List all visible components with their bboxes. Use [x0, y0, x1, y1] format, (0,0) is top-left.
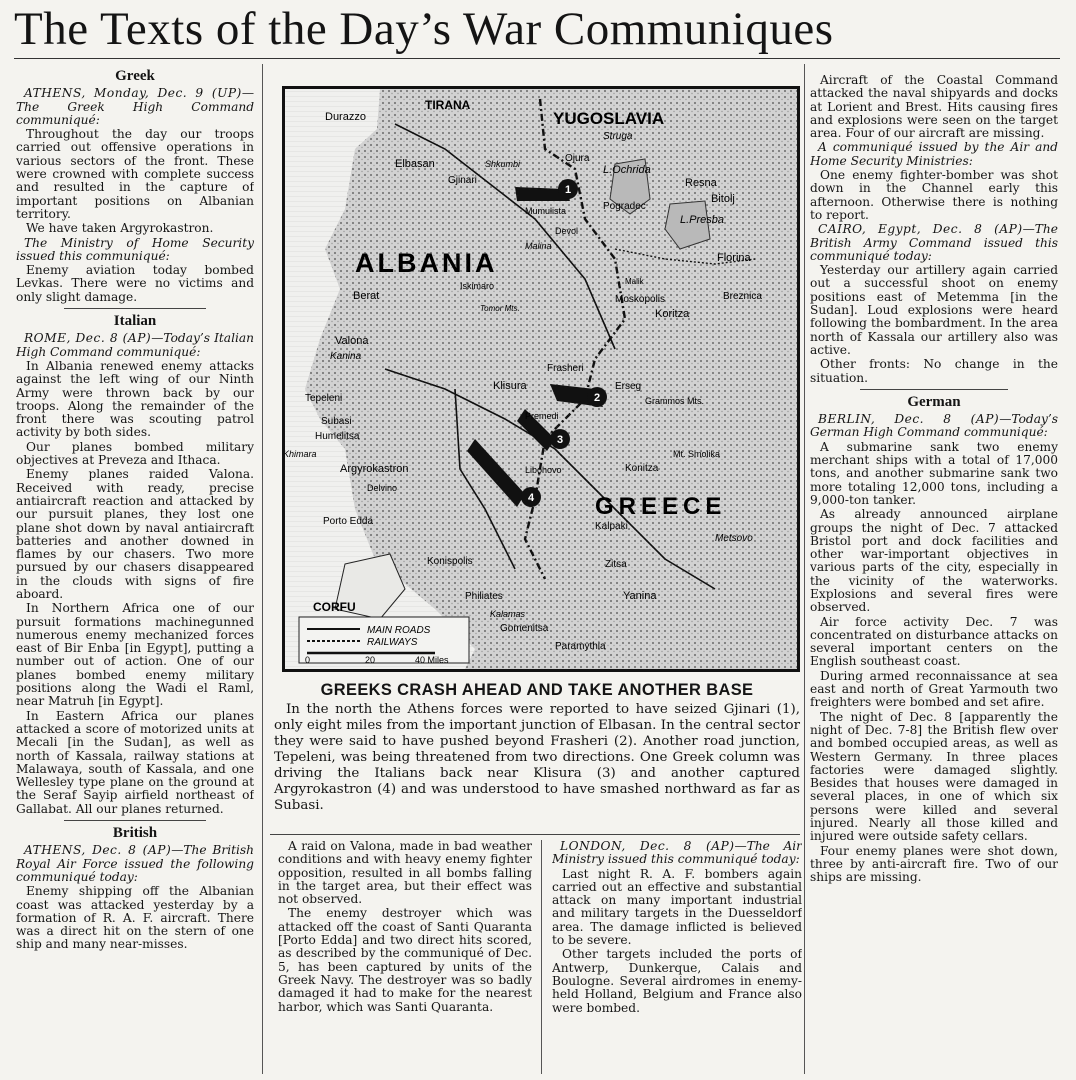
- map-place: Kalamas: [490, 609, 526, 619]
- caption-bottom-rule: [270, 834, 800, 835]
- german-paragraph-1: A submarine sank two enemy merchant ships with a total of 17,000 tons, and another submarine sank two more totaling 12,000 tons, including a 9,000-ton tanker.: [810, 439, 1058, 507]
- british-dateline: ATHENS, Dec. 8 (AP): [24, 843, 172, 858]
- italian-heading: Italian: [113, 313, 157, 330]
- map-place: Argyrokastron: [340, 463, 409, 475]
- map-place: Gomenitsa: [500, 623, 549, 634]
- map-place: Breznica: [723, 291, 762, 302]
- greek-heading: Greek: [115, 68, 155, 84]
- german-heading: German: [907, 393, 961, 410]
- map-place: Valona: [335, 335, 369, 347]
- german-paragraph-3: Air force activity Dec. 7 was concentrated on disturbance attacks on several important centers on the English southeast coast.: [810, 614, 1058, 669]
- legend-roads: MAIN ROADS: [367, 625, 431, 636]
- column-divider: [541, 840, 542, 1074]
- map-place: Florina: [717, 252, 751, 264]
- map-place: Bitolj: [711, 193, 735, 205]
- marker-1: [558, 179, 578, 199]
- italian-paragraph-4: In Northern Africa one of our pursuit formations machinegunned numerous enemy mechanized forces east of Bir Enba [in Egypt], putting a number out of action. One of our planes bombed enemy military positions along the Wadi el Raml, near Matruh [in Egypt].: [16, 601, 254, 709]
- british-paragraph-4: Aircraft of the Coastal Command attacked the naval shipyards and docks at Lorient and Brest. Hits causing fires and explosions were seen on the target area. Four of our aircraft are missing.: [810, 74, 1058, 141]
- map-place: Moskopolis: [615, 294, 666, 305]
- map-place: Premedi: [525, 411, 559, 421]
- marker-2-label: 2: [593, 392, 601, 404]
- map-place: Pogradec: [603, 201, 646, 212]
- italian-paragraph-2: Our planes bombed military objectives at Preveza and Ithaca.: [16, 439, 254, 468]
- page-headline: The Texts of the Day’s War Communiques: [14, 3, 834, 55]
- marker-4-label: 4: [527, 492, 535, 504]
- map-label-country: YUGOSLAVIA: [553, 109, 665, 128]
- german-paragraph-5: The night of Dec. 8 [apparently the night of Dec. 7-8] the British flew over and bombed occupied areas, as well as Western Germany. In three places factories were damaged slightly. Besides that houses were damaged in several places, in one of which six persons were killed and several injured. Nearly all those killed and injured were outside safety cellars.: [810, 709, 1058, 844]
- map-place: Iskimaro: [460, 281, 495, 291]
- scale-tick: 40 Miles: [415, 655, 449, 665]
- map-place: Tepeleni: [305, 393, 343, 404]
- london-dateline: LONDON, Dec. 8 (AP): [560, 840, 735, 853]
- map-place: Yanina: [623, 590, 657, 602]
- german-paragraph-2: As already announced airplane groups the night of Dec. 7 attacked Bristol port and dock facilities and other war-important objectives in various parts of the city, especially in the vicinity of the waterworks. Explosions and several fires were observed.: [810, 507, 1058, 615]
- map-legend: [299, 617, 469, 665]
- map-caption-body: [274, 702, 800, 814]
- german-dateline-block: [810, 413, 1058, 440]
- greek-dateline: ATHENS, Monday, Dec. 9 (UP): [24, 86, 242, 101]
- marker-1-label: 1: [564, 184, 572, 196]
- map-place: Mt. Smolika: [673, 449, 721, 459]
- column-divider: [262, 64, 263, 1074]
- map-place: Philiates: [465, 591, 503, 602]
- marker-2: [587, 387, 607, 407]
- italian-paragraph-3: Enemy planes raided Valona. Received with ready, precise antiaircraft reaction and attacked by our pursuit planes, they lost one plane shot down by naval antiaircraft batteries and another downed in flames by our chasers. Two more pursued by our chasers disappeared in the clouds with signs of fire aboard.: [16, 467, 254, 601]
- map-place: Khimara: [285, 449, 317, 459]
- greek-dateline-block: [16, 87, 254, 127]
- italian-dateline: ROME, Dec. 8 (AP): [24, 331, 152, 346]
- map-place: Berat: [353, 290, 380, 302]
- marker-3: [550, 429, 570, 449]
- map-place: Porto Edda: [323, 516, 374, 527]
- map-place: L.Presba: [680, 214, 725, 226]
- column-center-right-bottom: [552, 840, 802, 1070]
- map-place: CORFU: [313, 600, 356, 614]
- british-paragraph-8: Other fronts: No change in the situation.: [810, 357, 1058, 385]
- map-place: Shkumbi: [485, 159, 521, 169]
- british-paragraph-7: Yesterday our artillery again carried out a successful shoot on enemy positions east of Metemma [in the Sudan]. Loud explosions were heard following the bombardment. In the area north of Kassala our artillery also was active.: [810, 263, 1058, 357]
- map-place: Koritza: [655, 308, 690, 320]
- german-dateline: BERLIN, Dec. 8 (AP): [818, 412, 1000, 427]
- section-rule: [64, 308, 207, 309]
- map-place: Metsovo: [715, 533, 753, 544]
- scale-tick: 20: [365, 655, 376, 665]
- map-place: Kanina: [330, 351, 362, 362]
- greek-paragraph-3: The Ministry of Home Security issued this communiqué:: [16, 235, 254, 263]
- scale-tick: 0: [305, 655, 311, 665]
- map-place: Paramythia: [555, 641, 606, 652]
- italian-paragraph-1: In Albania renewed enemy attacks against the left wing of our Ninth Army were thrown back by our troops. Along the remainder of the front there was scouting patrol activity by both sides.: [16, 358, 254, 440]
- british-heading: British: [112, 825, 158, 842]
- map-place: Zitsa: [605, 559, 627, 570]
- map-place: Struga: [603, 131, 633, 142]
- map-place: Konispolis: [427, 556, 473, 567]
- marker-4: [521, 487, 541, 507]
- map-place: Elbasan: [395, 158, 435, 170]
- map-place: Humelitsa: [315, 431, 360, 442]
- map-place: Gjinari: [448, 175, 477, 186]
- map-caption-text: In the north the Athens forces were reported to have seized Gjinari (1), only eight miles from the important junction of Elbasan. In the central sector they were said to have pushed beyond Frasheri (2). Another road junction, Tepeleni, was being threatened from two directions. One Greek column was driving the Italians back near Klisura (3) and another captured Argyrokastron (4) and was understood to have smashed northward as far as Subasi.: [274, 702, 800, 813]
- map-place: Resna: [685, 177, 717, 189]
- map-place: Delvino: [367, 483, 398, 493]
- column-left: [16, 64, 254, 1074]
- greek-lead: —The Greek High Command communiqué:: [16, 86, 254, 127]
- map-place: Malina: [525, 241, 552, 251]
- map-place: L.Ochrida: [603, 164, 651, 176]
- map-place: Malik: [625, 277, 644, 286]
- italian-lead: —Today’s Italian High Command communiqué:: [16, 331, 254, 359]
- map-place: Libohovo: [525, 465, 562, 475]
- cairo-lead: —The British Army Command issued this communiqué today:: [810, 222, 1058, 263]
- map-place: Mumulista: [525, 206, 567, 216]
- marker-3-label: 3: [556, 434, 564, 446]
- british-paragraph-5: A communiqué issued by the Air and Home Security Ministries:: [810, 140, 1058, 168]
- italian-paragraph-6: A raid on Valona, made in bad weather conditions and with heavy enemy fighter opposition, resulted in all bombs falling in the target area, but their effect was not observed.: [278, 840, 532, 907]
- map-place: Durazzo: [325, 111, 366, 123]
- column-right: [810, 74, 1058, 1074]
- map-place: Ojura: [565, 153, 590, 164]
- map-place: Konitza: [625, 463, 659, 474]
- map-place: Kalpaki: [595, 521, 628, 532]
- section-rule: [64, 820, 207, 821]
- london-lead: —The Air Ministry issued this communiqué today:: [552, 840, 802, 867]
- map-place: TIRANA: [425, 98, 471, 112]
- legend-rail: RAILWAYS: [367, 637, 418, 648]
- map-place: Erseg: [615, 381, 642, 392]
- british-paragraph-3: Other targets included the ports of Antwerp, Dunkerque, Calais and Boulogne. Several airdromes in enemy-held Holland, Belgium and France also were bombed.: [552, 947, 802, 1015]
- german-paragraph-4: During armed reconnaissance at sea east and north of Great Yarmouth two freighters were bombed and set afire.: [810, 668, 1058, 710]
- cairo-dateline-block: [810, 223, 1058, 263]
- italian-paragraph-7: The enemy destroyer which was attacked off the coast of Santi Quaranta [Porto Edda] and two direct hits scored, as described by the communiqué of Dec. 5, has been captured by units of the Greek Navy. The destroyer was so badly damaged it had to make for the nearest harbor, which was Santi Quaranta.: [278, 906, 532, 1014]
- map-place: Tomor Mts.: [480, 304, 520, 313]
- map-caption-title: GREEKS CRASH AHEAD AND TAKE ANOTHER BASE: [320, 681, 754, 699]
- map-graphic: [285, 89, 797, 669]
- map-place: Devol: [555, 226, 579, 236]
- map-place: Frasheri: [547, 363, 584, 374]
- german-paragraph-6: Four enemy planes were shot down, three by anti-aircraft fire. Two of our ships are missing.: [810, 843, 1058, 885]
- column-center-left-bottom: [278, 840, 532, 1070]
- greek-paragraph-2: We have taken Argyrokastron.: [26, 221, 214, 236]
- map-place: Subasi: [321, 416, 352, 427]
- german-lead: —Today’s German High Command communiqué:: [810, 412, 1058, 440]
- greek-paragraph-1: Throughout the day our troops carried out offensive operations in various sectors of the front. These were crowned with complete success and resulted in the capture of important positions on Albanian territory.: [16, 127, 254, 221]
- italian-paragraph-5: In Eastern Africa our planes attacked a score of motorized units at Mecali [in the Sudan], as well as north of Kassala, railway stations at Malawaya, south of Kassala, and one Wellesley type plane on the ground at the Seraf Sayip airfield northeast of Gallabat. All our planes returned.: [16, 708, 254, 816]
- british-dateline-block: [16, 844, 254, 884]
- column-divider: [804, 64, 805, 1074]
- map-place: Grammos Mts.: [645, 396, 705, 406]
- greek-paragraph-4: Enemy aviation today bombed Levkas. There were no victims and only slight damage.: [16, 263, 254, 304]
- map-albania-greece: [282, 86, 800, 672]
- british-paragraph-2: Last night R. A. F. bombers again carried out an effective and substantial attack on many important industrial and military targets in the Duesseldorf area. The damage inflicted is believed to be severe.: [552, 866, 802, 948]
- map-place: Klisura: [493, 380, 527, 392]
- british-lead: —The British Royal Air Force issued the following communiqué today:: [16, 843, 254, 884]
- british-paragraph-6: One enemy fighter-bomber was shot down in the Channel early this afternoon. Otherwise there is nothing to report.: [810, 168, 1058, 222]
- map-label-country: GREECE: [595, 493, 727, 520]
- map-label-country: ALBANIA: [355, 248, 498, 278]
- headline-rule: [14, 58, 1060, 59]
- british-paragraph-1: Enemy shipping off the Albanian coast was attacked yesterday by a formation of R. A. F. aircraft. There was a direct hit on the stern of one ship and many near-misses.: [16, 884, 254, 952]
- italian-dateline-block: [16, 332, 254, 359]
- london-dateline-block: [552, 840, 802, 867]
- cairo-dateline: CAIRO, Egypt, Dec. 8 (AP): [818, 222, 1023, 237]
- section-rule: [860, 389, 1009, 390]
